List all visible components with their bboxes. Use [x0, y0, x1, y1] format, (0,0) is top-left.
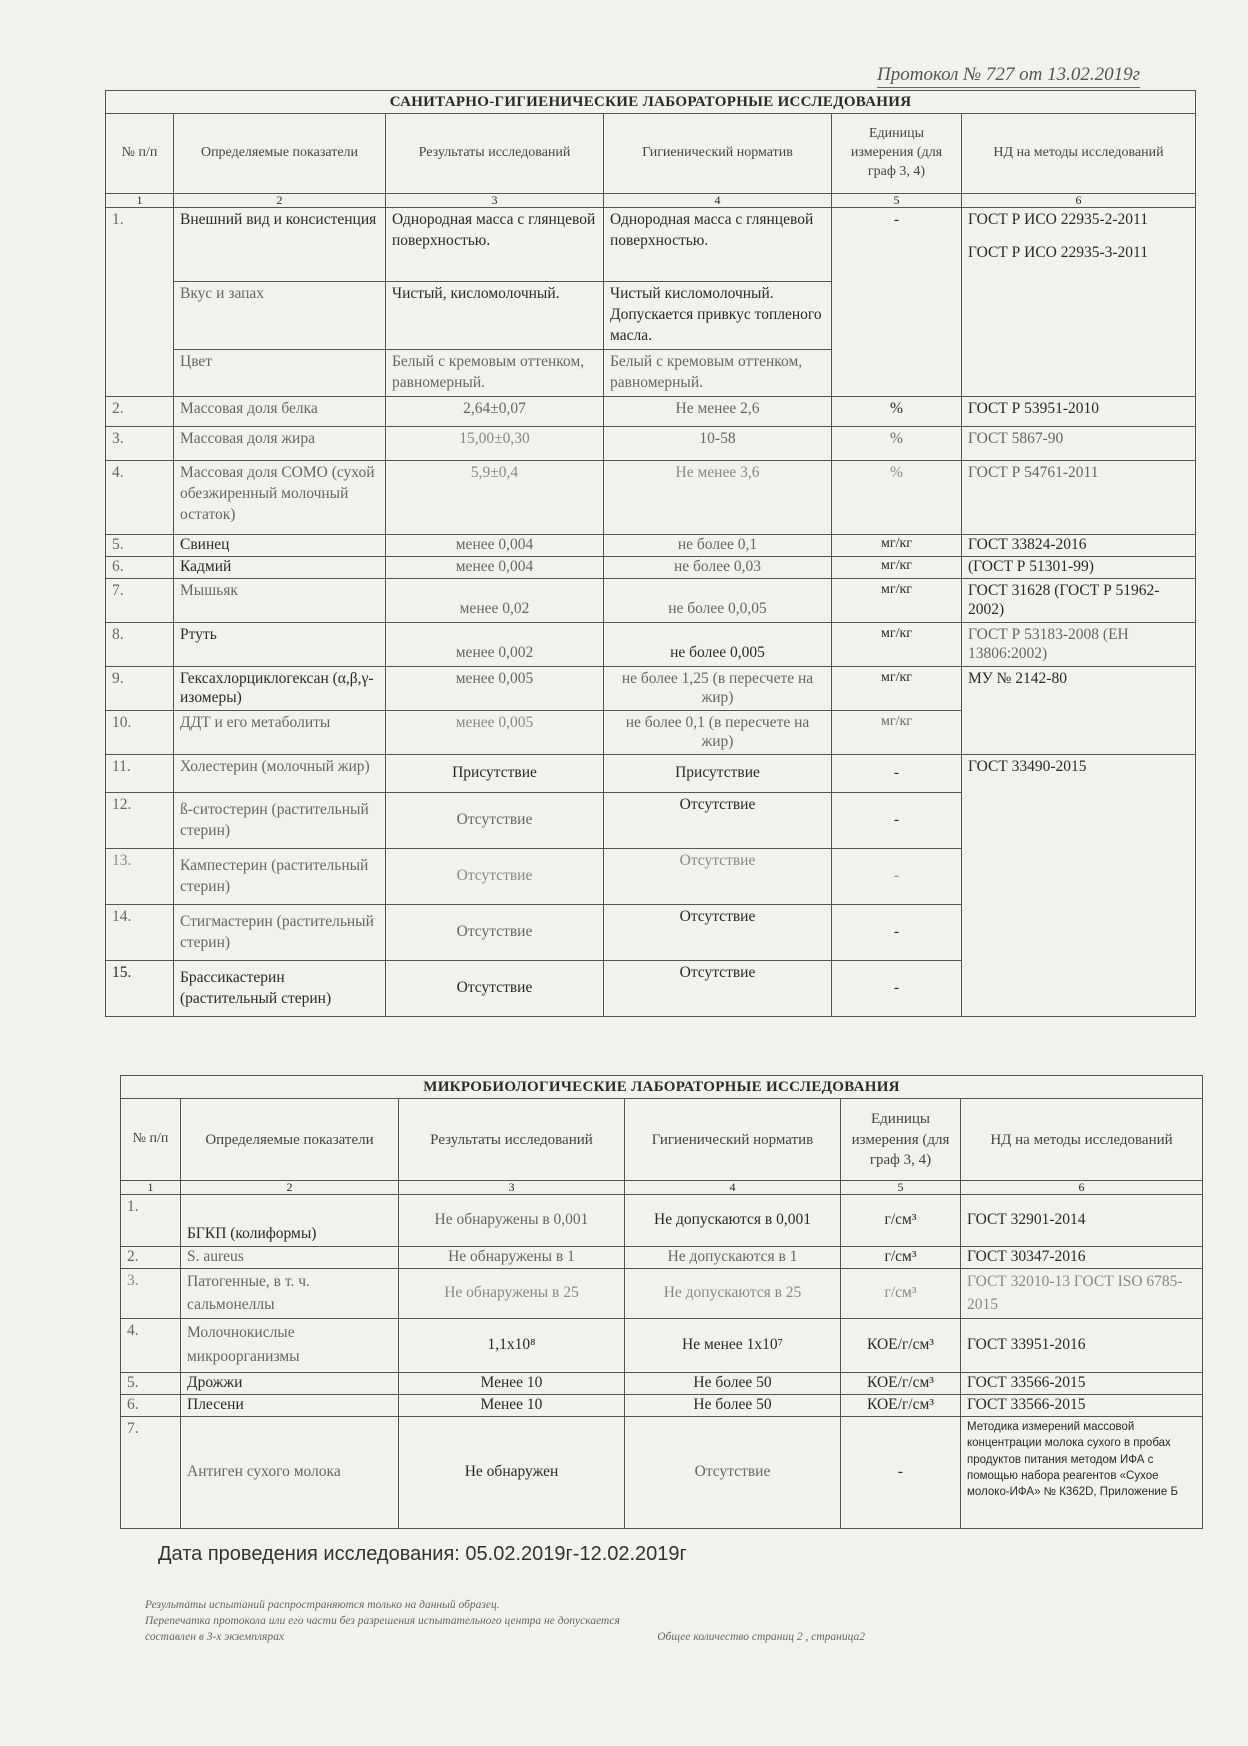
unit-value: мг/кг — [832, 711, 962, 755]
norm-value: Не допускаются в 1 — [625, 1247, 841, 1269]
method-value: Методика измерений массовой концентрации молока сухого в пробах продуктов питания методом ИФА с помощью набора реагентов «Сухое молоко-ИФА» № К362D, Приложение Б — [961, 1417, 1203, 1529]
norm-value: не более 0,0,05 — [604, 579, 832, 623]
row-number: 7. — [121, 1417, 181, 1529]
table-row — [106, 667, 1196, 711]
norm-value: Отсутствие — [604, 961, 832, 1017]
result-value: Менее 10 — [399, 1395, 625, 1417]
norm-value: Не менее 2,6 — [604, 397, 832, 427]
norm-value: не более 0,1 (в пересчете на жир) — [604, 711, 832, 755]
table-row — [121, 1395, 1203, 1417]
result-value: 2,64±0,07 — [386, 397, 604, 427]
norm-value: Присутствие — [604, 755, 832, 793]
parameter-name: Вкус и запах — [174, 282, 386, 350]
norm-value: не более 1,25 (в пересчете на жир) — [604, 667, 832, 711]
parameter-name: Мышьяк — [174, 579, 386, 623]
header-result: Результаты исследований — [399, 1099, 625, 1181]
col-number: 6 — [962, 194, 1196, 208]
unit-value: КОЕ/г/см³ — [841, 1373, 961, 1395]
unit-value: мг/кг — [832, 667, 962, 711]
row-number: 10. — [106, 711, 174, 755]
method-value: ГОСТ 33566-2015 — [961, 1373, 1203, 1395]
table-row — [121, 1195, 1203, 1247]
method-line: ГОСТ Р ИСО 22935-3-2011 — [968, 244, 1148, 262]
result-value: 5,9±0,4 — [386, 461, 604, 535]
parameter-name: Гексахлорциклогексан (α,β,γ-изомеры) — [174, 667, 386, 711]
parameter-name: ДДТ и его метаболиты — [174, 711, 386, 755]
method-value: ГОСТ 5867-90 — [962, 427, 1196, 461]
col-number: 2 — [181, 1181, 399, 1195]
unit-value: КОЕ/г/см³ — [841, 1395, 961, 1417]
result-value: 15,00±0,30 — [386, 427, 604, 461]
col-number: 1 — [106, 194, 174, 208]
table-row — [121, 1269, 1203, 1319]
col-number: 3 — [386, 194, 604, 208]
col-number: 4 — [625, 1181, 841, 1195]
table-row — [121, 1373, 1203, 1395]
method-value: (ГОСТ Р 51301-99) — [962, 557, 1196, 579]
row-number: 9. — [106, 667, 174, 711]
result-value: Менее 10 — [399, 1373, 625, 1395]
norm-value: не более 0,1 — [604, 535, 832, 557]
table-row — [106, 535, 1196, 557]
unit-value: мг/кг — [832, 557, 962, 579]
result-value: Присутствие — [386, 755, 604, 793]
col-number: 5 — [832, 194, 962, 208]
row-number: 6. — [106, 557, 174, 579]
parameter-name: Антиген сухого молока — [181, 1417, 399, 1529]
row-number: 1. — [106, 208, 174, 397]
footer-notes — [145, 1597, 865, 1645]
norm-value: Отсутствие — [604, 793, 832, 849]
table-row — [106, 755, 1196, 793]
col-number: 3 — [399, 1181, 625, 1195]
norm-value: Не более 50 — [625, 1395, 841, 1417]
norm-value: 10-58 — [604, 427, 832, 461]
method-value: ГОСТ Р 54761-2011 — [962, 461, 1196, 535]
parameter-name: Стигмастерин (растительный стерин) — [174, 905, 386, 961]
parameter-name: Свинец — [174, 535, 386, 557]
parameter-name: S. aureus — [181, 1247, 399, 1269]
method-value — [962, 208, 1196, 397]
norm-value: Однородная масса с глянцевой поверхностью. — [604, 208, 832, 282]
header-no: № п/п — [106, 114, 174, 194]
row-number: 7. — [106, 579, 174, 623]
protocol-number: Протокол № 727 от 13.02.2019г — [877, 64, 1140, 88]
norm-value: Белый с кремовым оттенком, равномерный. — [604, 350, 832, 397]
unit-value: - — [832, 755, 962, 793]
method-value: ГОСТ 30347-2016 — [961, 1247, 1203, 1269]
col-number: 4 — [604, 194, 832, 208]
footer-line: Перепечатка протокола или его части без разрешения испытательного центра не допускается — [145, 1615, 620, 1628]
sanitary-table — [105, 90, 1196, 1017]
result-value: 1,1x10⁸ — [399, 1319, 625, 1373]
parameter-name: Ртуть — [174, 623, 386, 667]
parameter-name: Массовая доля СОМО (сухой обезжиренный молочный остаток) — [174, 461, 386, 535]
parameter-name: Массовая доля жира — [174, 427, 386, 461]
parameter-name: Кампестерин (растительный стерин) — [174, 849, 386, 905]
norm-value: Чистый кисломолочный. Допускается привкус топленого масла. — [604, 282, 832, 350]
result-value: Не обнаружены в 1 — [399, 1247, 625, 1269]
micro-table — [120, 1075, 1203, 1529]
parameter-name: Дрожжи — [181, 1373, 399, 1395]
table-row — [106, 579, 1196, 623]
row-number: 6. — [121, 1395, 181, 1417]
parameter-name: Внешний вид и консистенция — [174, 208, 386, 282]
row-number: 11. — [106, 755, 174, 793]
result-value: менее 0,005 — [386, 711, 604, 755]
result-value: Не обнаружены в 25 — [399, 1269, 625, 1319]
row-number: 3. — [106, 427, 174, 461]
method-value: ГОСТ Р 53183-2008 (ЕН 13806:2002) — [962, 623, 1196, 667]
parameter-name: ß-ситостерин (растительный стерин) — [174, 793, 386, 849]
method-value: ГОСТ 33824-2016 — [962, 535, 1196, 557]
col-number: 1 — [121, 1181, 181, 1195]
header-method: НД на методы исследований — [961, 1099, 1203, 1181]
norm-value: Отсутствие — [604, 905, 832, 961]
table-row — [121, 1247, 1203, 1269]
row-number: 14. — [106, 905, 174, 961]
unit-value: г/см³ — [841, 1269, 961, 1319]
header-method: НД на методы исследований — [962, 114, 1196, 194]
page-count: Общее количество страниц 2 , страница2 — [657, 1631, 865, 1644]
norm-value: не более 0,03 — [604, 557, 832, 579]
unit-value: - — [832, 208, 962, 397]
result-value: Однородная масса с глянцевой поверхностью. — [386, 208, 604, 282]
method-value: ГОСТ 32901-2014 — [961, 1195, 1203, 1247]
table-row — [106, 208, 1196, 282]
unit-value: % — [832, 397, 962, 427]
result-value: менее 0,004 — [386, 535, 604, 557]
row-number: 15. — [106, 961, 174, 1017]
unit-value: - — [832, 961, 962, 1017]
unit-value: % — [832, 427, 962, 461]
method-line: ГОСТ Р ИСО 22935-2-2011 — [968, 211, 1148, 229]
study-date: Дата проведения исследования: 05.02.2019г-12.02.2019г — [158, 1543, 687, 1565]
table-row — [106, 461, 1196, 535]
header-parameter: Определяемые показатели — [174, 114, 386, 194]
result-value: Отсутствие — [386, 961, 604, 1017]
result-value: менее 0,02 — [386, 579, 604, 623]
header-norm: Гигиенический норматив — [625, 1099, 841, 1181]
row-number: 2. — [121, 1247, 181, 1269]
header-unit: Единицы измерения (для граф 3, 4) — [832, 114, 962, 194]
result-value: Не обнаружены в 0,001 — [399, 1195, 625, 1247]
norm-value: Отсутствие — [625, 1417, 841, 1529]
parameter-name: Молочнокислые микроорганизмы — [181, 1319, 399, 1373]
header-no: № п/п — [121, 1099, 181, 1181]
parameter-name: Брассикастерин (растительный стерин) — [174, 961, 386, 1017]
table-row — [106, 623, 1196, 667]
parameter-name: Плесени — [181, 1395, 399, 1417]
table-row — [121, 1319, 1203, 1373]
unit-value: КОЕ/г/см³ — [841, 1319, 961, 1373]
result-value: менее 0,002 — [386, 623, 604, 667]
result-value: Белый с кремовым оттенком, равномерный. — [386, 350, 604, 397]
unit-value: г/см³ — [841, 1195, 961, 1247]
table-row — [121, 1417, 1203, 1529]
result-value: Отсутствие — [386, 793, 604, 849]
row-number: 8. — [106, 623, 174, 667]
unit-value: мг/кг — [832, 535, 962, 557]
method-value: ГОСТ 32010-13 ГОСТ ISO 6785-2015 — [961, 1269, 1203, 1319]
method-value: ГОСТ 33490-2015 — [962, 755, 1196, 1017]
method-value: ГОСТ 33566-2015 — [961, 1395, 1203, 1417]
norm-value: Не менее 3,6 — [604, 461, 832, 535]
method-value: ГОСТ 31628 (ГОСТ Р 51962-2002) — [962, 579, 1196, 623]
parameter-name: Цвет — [174, 350, 386, 397]
method-value: ГОСТ 33951-2016 — [961, 1319, 1203, 1373]
result-value: Отсутствие — [386, 849, 604, 905]
norm-value: Отсутствие — [604, 849, 832, 905]
row-number: 1. — [121, 1195, 181, 1247]
row-number: 3. — [121, 1269, 181, 1319]
row-number: 4. — [106, 461, 174, 535]
col-number: 6 — [961, 1181, 1203, 1195]
parameter-name: Холестерин (молочный жир) — [174, 755, 386, 793]
unit-value: - — [832, 905, 962, 961]
header-parameter: Определяемые показатели — [181, 1099, 399, 1181]
unit-value: % — [832, 461, 962, 535]
col-number: 5 — [841, 1181, 961, 1195]
result-value: Не обнаружен — [399, 1417, 625, 1529]
row-number: 2. — [106, 397, 174, 427]
unit-value: г/см³ — [841, 1247, 961, 1269]
result-value: Отсутствие — [386, 905, 604, 961]
unit-value: - — [832, 849, 962, 905]
method-value: ГОСТ Р 53951-2010 — [962, 397, 1196, 427]
row-number: 4. — [121, 1319, 181, 1373]
unit-value: мг/кг — [832, 623, 962, 667]
row-number: 13. — [106, 849, 174, 905]
parameter-name: Кадмий — [174, 557, 386, 579]
header-norm: Гигиенический норматив — [604, 114, 832, 194]
col-number: 2 — [174, 194, 386, 208]
header-unit: Единицы измерения (для граф 3, 4) — [841, 1099, 961, 1181]
row-number: 5. — [121, 1373, 181, 1395]
micro-title: МИКРОБИОЛОГИЧЕСКИЕ ЛАБОРАТОРНЫЕ ИССЛЕДОВАНИЯ — [121, 1076, 1203, 1099]
table-row — [106, 427, 1196, 461]
norm-value: не более 0,005 — [604, 623, 832, 667]
norm-value: Не менее 1x10⁷ — [625, 1319, 841, 1373]
norm-value: Не более 50 — [625, 1373, 841, 1395]
row-number: 5. — [106, 535, 174, 557]
norm-value: Не допускаются в 25 — [625, 1269, 841, 1319]
unit-value: мг/кг — [832, 579, 962, 623]
result-value: Чистый, кисломолочный. — [386, 282, 604, 350]
parameter-name: Массовая доля белка — [174, 397, 386, 427]
result-value: менее 0,004 — [386, 557, 604, 579]
parameter-name: БГКП (колиформы) — [181, 1195, 399, 1247]
unit-value: - — [832, 793, 962, 849]
row-number: 12. — [106, 793, 174, 849]
unit-value: - — [841, 1417, 961, 1529]
footer-line: Результаты испытаний распространяются только на данный образец. — [145, 1599, 500, 1611]
parameter-name: Патогенные, в т. ч. сальмонеллы — [181, 1269, 399, 1319]
norm-value: Не допускаются в 0,001 — [625, 1195, 841, 1247]
table-row — [106, 557, 1196, 579]
method-value: МУ № 2142-80 — [962, 667, 1196, 755]
sanitary-title: САНИТАРНО-ГИГИЕНИЧЕСКИЕ ЛАБОРАТОРНЫЕ ИССЛЕДОВАНИЯ — [106, 91, 1196, 114]
table-row — [106, 397, 1196, 427]
footer-line: составлен в 3-х экземплярах — [145, 1631, 284, 1644]
header-result: Результаты исследований — [386, 114, 604, 194]
result-value: менее 0,005 — [386, 667, 604, 711]
